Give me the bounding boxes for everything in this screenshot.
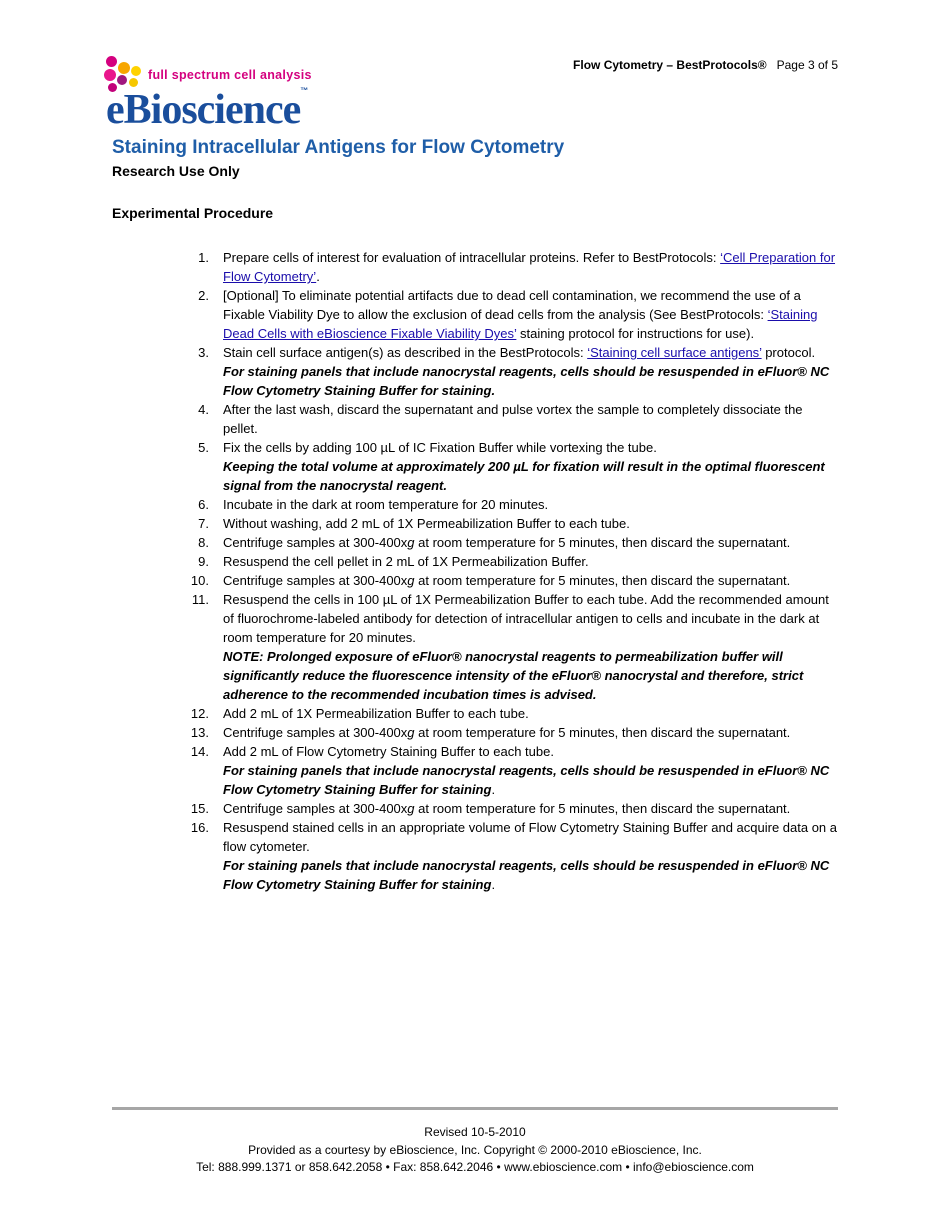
logo-dot	[131, 66, 141, 76]
step-number: 6.	[198, 497, 209, 512]
step-text: protocol.	[761, 345, 816, 360]
step-number: 12.	[190, 706, 209, 721]
procedure-step	[190, 552, 838, 571]
step-number: 16.	[190, 820, 209, 835]
step-text: Resuspend the cell pellet in 2 mL of 1X Permeabilization Buffer.	[223, 554, 589, 569]
step-text: Resuspend the cells in 100 µL of 1X Permeabilization Buffer to each tube. Add the recommended amount of fluorochrome-labeled antibody for detection of intracellular antigen to cells and incubate in the dark at room temperature for 20 minutes.	[223, 592, 829, 645]
step-number: 2.	[198, 288, 209, 303]
link-staining-cell-surface-antigens[interactable]: ‘Staining cell surface antigens’	[587, 345, 762, 360]
step-text-italic: g	[407, 535, 415, 550]
procedure-step	[190, 571, 838, 590]
step-text: at room temperature for 5 minutes, then discard the supernatant.	[414, 801, 791, 816]
step-number: 9.	[198, 554, 209, 569]
step-number: 3.	[198, 345, 209, 360]
step-note: For staining panels that include nanocrystal reagents, cells should be resuspended in eFluor® NC Flow Cytometry Staining Buffer for staining.	[223, 364, 830, 398]
step-note-tail: .	[491, 782, 496, 797]
step-text: Stain cell surface antigen(s) as described in the BestProtocols:	[223, 345, 588, 360]
procedure-step	[190, 438, 838, 495]
step-text: [Optional] To eliminate potential artifacts due to dead cell contamination, we recommend the use of a Fixable Viability Dye to allow the exclusion of dead cells from the analysis (See BestProtocols:	[223, 288, 801, 322]
procedure-step	[190, 495, 838, 514]
link-staining-dead-cells[interactable]: ‘Staining Dead Cells with eBioscience Fixable Viability Dyes’	[223, 307, 818, 341]
step-text: Add 2 mL of 1X Permeabilization Buffer to each tube.	[223, 706, 529, 721]
step-number: 14.	[190, 744, 209, 759]
step-number: 7.	[198, 516, 209, 531]
step-text-italic: g	[407, 573, 415, 588]
step-number: 11.	[191, 592, 209, 607]
procedure-step	[190, 704, 838, 723]
step-text: Centrifuge samples at 300-400x	[223, 573, 408, 588]
footer-courtesy: Provided as a courtesy by eBioscience, Inc. Copyright © 2000-2010 eBioscience, Inc.	[248, 1142, 702, 1157]
procedure-step	[190, 400, 838, 438]
link-cell-preparation[interactable]: ‘Cell Preparation for Flow Cytometry’	[223, 250, 836, 284]
step-text: at room temperature for 5 minutes, then discard the supernatant.	[414, 573, 791, 588]
step-text: staining protocol for instructions for use).	[516, 326, 755, 341]
logo-trademark: ™	[300, 86, 309, 95]
logo-dot	[117, 75, 127, 85]
step-number: 15.	[190, 801, 209, 816]
procedure-step	[190, 343, 838, 400]
section-heading: Experimental Procedure	[112, 205, 274, 221]
step-number: 4.	[198, 402, 209, 417]
procedure-step	[190, 799, 838, 818]
step-text-italic: g	[407, 725, 415, 740]
procedure-step	[190, 248, 838, 286]
step-text: After the last wash, discard the supernatant and pulse vortex the sample to completely dissociate the pellet.	[223, 402, 803, 436]
procedure-step	[190, 818, 838, 894]
step-text: Add 2 mL of Flow Cytometry Staining Buffer to each tube.	[223, 744, 554, 759]
logo-tagline: full spectrum cell analysis	[148, 68, 312, 82]
procedure-step	[190, 723, 838, 742]
logo-dot	[104, 69, 116, 81]
logo-dot	[118, 62, 130, 74]
footer-revised: Revised 10-5-2010	[424, 1125, 526, 1139]
procedure-step	[190, 533, 838, 552]
logo-wordmark	[106, 86, 308, 134]
procedure-step	[190, 742, 838, 799]
step-text: Without washing, add 2 mL of 1X Permeabilization Buffer to each tube.	[223, 516, 630, 531]
step-text: at room temperature for 5 minutes, then discard the supernatant.	[414, 535, 791, 550]
procedure-step	[190, 514, 838, 533]
header-doc-label: Flow Cytometry – BestProtocols®	[573, 58, 767, 72]
page-title: Staining Intracellular Antigens for Flow Cytometry	[112, 137, 565, 158]
page-footer	[112, 1124, 838, 1177]
step-text: at room temperature for 5 minutes, then discard the supernatant.	[414, 725, 791, 740]
footer-contact: Tel: 888.999.1371 or 858.642.2058 • Fax: 858.642.2046 • www.ebioscience.com • info@ebioscience.com	[196, 1160, 754, 1174]
procedure-list	[190, 248, 838, 894]
logo-brand-text: eBioscience	[106, 87, 301, 133]
step-text: Incubate in the dark at room temperature for 20 minutes.	[223, 497, 549, 512]
header-page-number: Page 3 of 5	[776, 58, 838, 72]
page-subtitle: Research Use Only	[112, 163, 240, 179]
footer-divider	[112, 1107, 838, 1110]
step-text: .	[316, 269, 320, 284]
step-note: Keeping the total volume at approximately 200 µL for fixation will result in the optimal fluorescent signal from the nanocrystal reagent.	[223, 459, 825, 493]
step-number: 10.	[190, 573, 209, 588]
step-number: 13.	[190, 725, 209, 740]
step-text: Centrifuge samples at 300-400x	[223, 725, 408, 740]
step-note: For staining panels that include nanocrystal reagents, cells should be resuspended in eFluor® NC Flow Cytometry Staining Buffer for staining	[223, 858, 830, 892]
procedure-step	[190, 590, 838, 704]
step-number: 5.	[198, 440, 209, 455]
step-text-italic: g	[407, 801, 415, 816]
procedure-step	[190, 286, 838, 343]
step-text: Prepare cells of interest for evaluation of intracellular proteins. Refer to BestProtocols:	[223, 250, 721, 265]
step-text: Centrifuge samples at 300-400x	[223, 801, 408, 816]
logo-dot	[106, 56, 117, 67]
page-header	[573, 58, 838, 72]
step-note: For staining panels that include nanocrystal reagents, cells should be resuspended in eFluor® NC Flow Cytometry Staining Buffer for staining	[223, 763, 830, 797]
step-note: NOTE: Prolonged exposure of eFluor® nanocrystal reagents to permeabilization buffer will significantly reduce the fluorescence intensity of the eFluor® nanocrystal and therefore, strict adherence to the recommended incubation times is advised.	[223, 649, 804, 702]
step-note-tail: .	[491, 877, 496, 892]
step-number: 1.	[198, 250, 209, 265]
step-text: Centrifuge samples at 300-400x	[223, 535, 408, 550]
ebioscience-logo	[104, 54, 334, 133]
step-number: 8.	[198, 535, 209, 550]
step-text: Resuspend stained cells in an appropriate volume of Flow Cytometry Staining Buffer and acquire data on a flow cytometer.	[223, 820, 838, 854]
step-text: Fix the cells by adding 100 µL of IC Fixation Buffer while vortexing the tube.	[223, 440, 657, 455]
